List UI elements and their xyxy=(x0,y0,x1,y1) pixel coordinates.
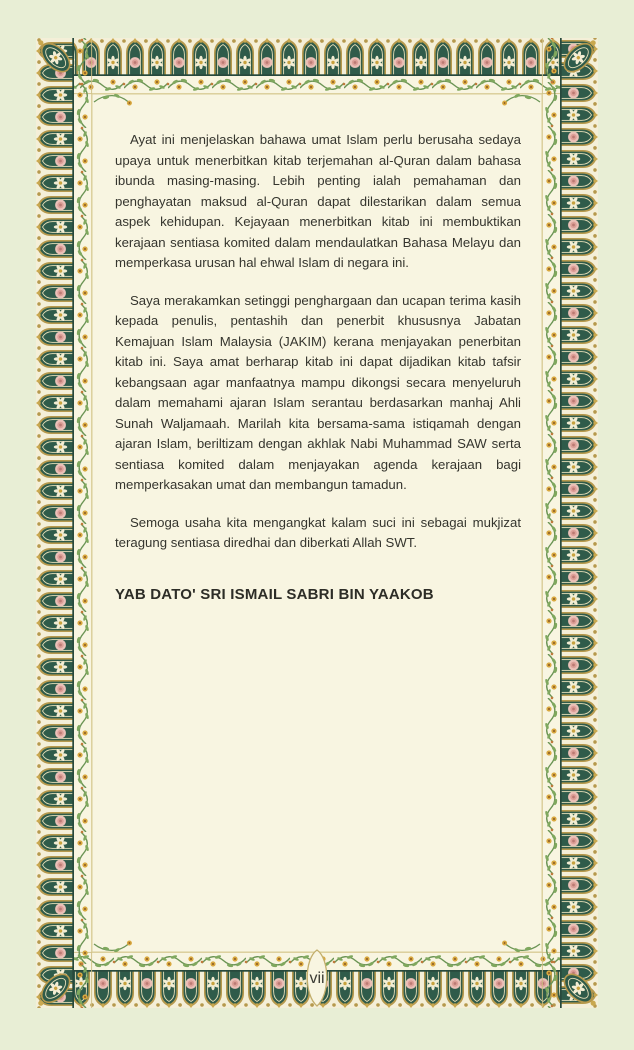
foreword-text xyxy=(115,130,521,571)
signature-name: YAB DATO' SRI ISMAIL SABRI BIN YAAKOB xyxy=(115,586,434,603)
paragraph-1: Ayat ini menjelaskan bahawa umat Islam perlu berusaha sedaya upaya untuk menerbitkan kitab terjemahan al-Quran dalam bahasa ibunda masing-masing. Lebih penting ialah pemahaman dan penghayatan maksud al-Quran dapat dilestarikan dalam semua aspek kehidupan. Kejayaan menerbitkan kitab ini membuktikan kerajaan sentiasa komited dalam mendaulatkan Bahasa Melayu dan memperkasa urusan hal ehwal Islam di negara ini. xyxy=(115,132,521,270)
border-band-right xyxy=(542,38,598,1008)
paragraph-3: Semoga usaha kita mengangkat kalam suci ini sebagai mukjizat teragung sentiasa diredhai dan diberkati Allah SWT. xyxy=(115,514,521,550)
page-number: vii xyxy=(309,970,325,987)
paragraph-2: Saya merakamkan setinggi penghargaan dan ucapan terima kasih kepada penulis, pentashih dan penerbit khususnya Jabatan Kemajuan Islam Malaysia (JAKIM) kerana menjayakan penerbitan kitab ini. Saya amat berharap kitab ini dapat dijadikan kitab tafsir kebangsaan agar manfaatnya mampu dikongsi secara menyeluruh dalam memahami ajaran Islam serantau berdasarkan manhaj Ahli Sunah Waljamaah. Marilah kita bersama-sama istiqamah dengan ajaran Islam, beriltizam dengan akhlak Nabi Muhammad SAW serta sentiasa komited dalam menjayakan agenda kerajaan bagi memperkasakan umat dan membangun tamadun. xyxy=(115,292,521,492)
page-number-medallion xyxy=(286,946,348,1012)
border-band-left xyxy=(36,38,92,1008)
border-band-top xyxy=(36,38,598,94)
